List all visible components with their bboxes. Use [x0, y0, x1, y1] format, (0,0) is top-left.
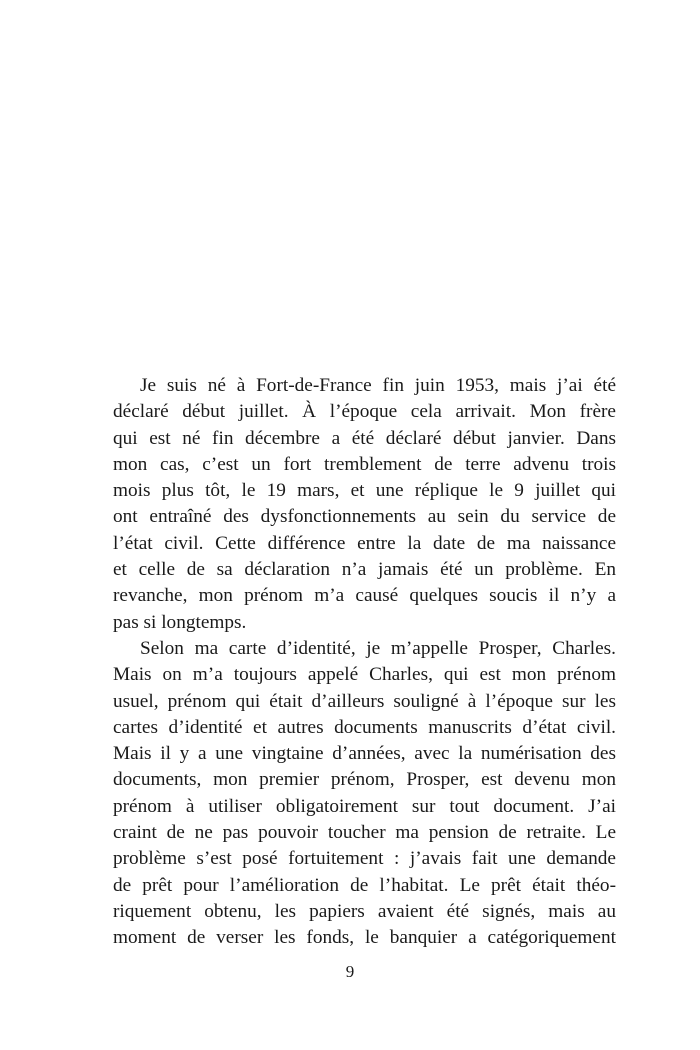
- paragraph-2: [113, 636, 616, 952]
- text-line: usuel, prénom qui était d’ailleurs souligné à l’époque sur les: [113, 690, 616, 712]
- text-line: Mais on m’a toujours appelé Charles, qui est mon prénom: [113, 664, 616, 686]
- text-line: riquement obtenu, les papiers avaient été signés, mais au: [113, 900, 616, 922]
- text-line: Mais il y a une vingtaine d’années, avec la numérisation des: [113, 743, 616, 765]
- text-line: mois plus tôt, le 19 mars, et une réplique le 9 juillet qui: [113, 480, 616, 502]
- text-line: de prêt pour l’amélioration de l’habitat. Le prêt était théo-: [113, 874, 616, 896]
- text-line: revanche, mon prénom m’a causé quelques soucis il n’y a: [113, 585, 616, 607]
- text-line: documents, mon premier prénom, Prosper, est devenu mon: [113, 769, 616, 791]
- text-line: pas si longtemps.: [113, 611, 247, 633]
- text-line: l’état civil. Cette différence entre la date de ma naissance: [113, 532, 616, 554]
- text-line: ont entraîné des dysfonctionnements au sein du service de: [113, 506, 616, 528]
- page-number: 9: [345, 962, 355, 981]
- text-line: prénom à utiliser obligatoirement sur tout document. J’ai: [113, 795, 616, 817]
- text-line: déclaré début juillet. À l’époque cela arrivait. Mon frère: [113, 401, 616, 423]
- paragraph-1: [113, 373, 616, 636]
- text-line: mon cas, c’est un fort tremblement de terre advenu trois: [113, 453, 616, 475]
- body-text: [113, 373, 616, 952]
- text-line: moment de verser les fonds, le banquier a catégoriquement: [113, 927, 616, 949]
- text-line: Selon ma carte d’identité, je m’appelle Prosper, Charles.: [140, 637, 616, 659]
- text-line: cartes d’identité et autres documents manuscrits d’état civil.: [113, 716, 616, 738]
- text-line: Je suis né à Fort-de-France fin juin 1953, mais j’ai été: [140, 375, 616, 396]
- text-line: problème s’est posé fortuitement : j’avais fait une demande: [113, 848, 616, 870]
- text-line: et celle de sa déclaration n’a jamais été un problème. En: [113, 559, 616, 581]
- text-line: qui est né fin décembre a été déclaré début janvier. Dans: [113, 427, 616, 449]
- text-line: craint de ne pas pouvoir toucher ma pension de retraite. Le: [113, 822, 616, 844]
